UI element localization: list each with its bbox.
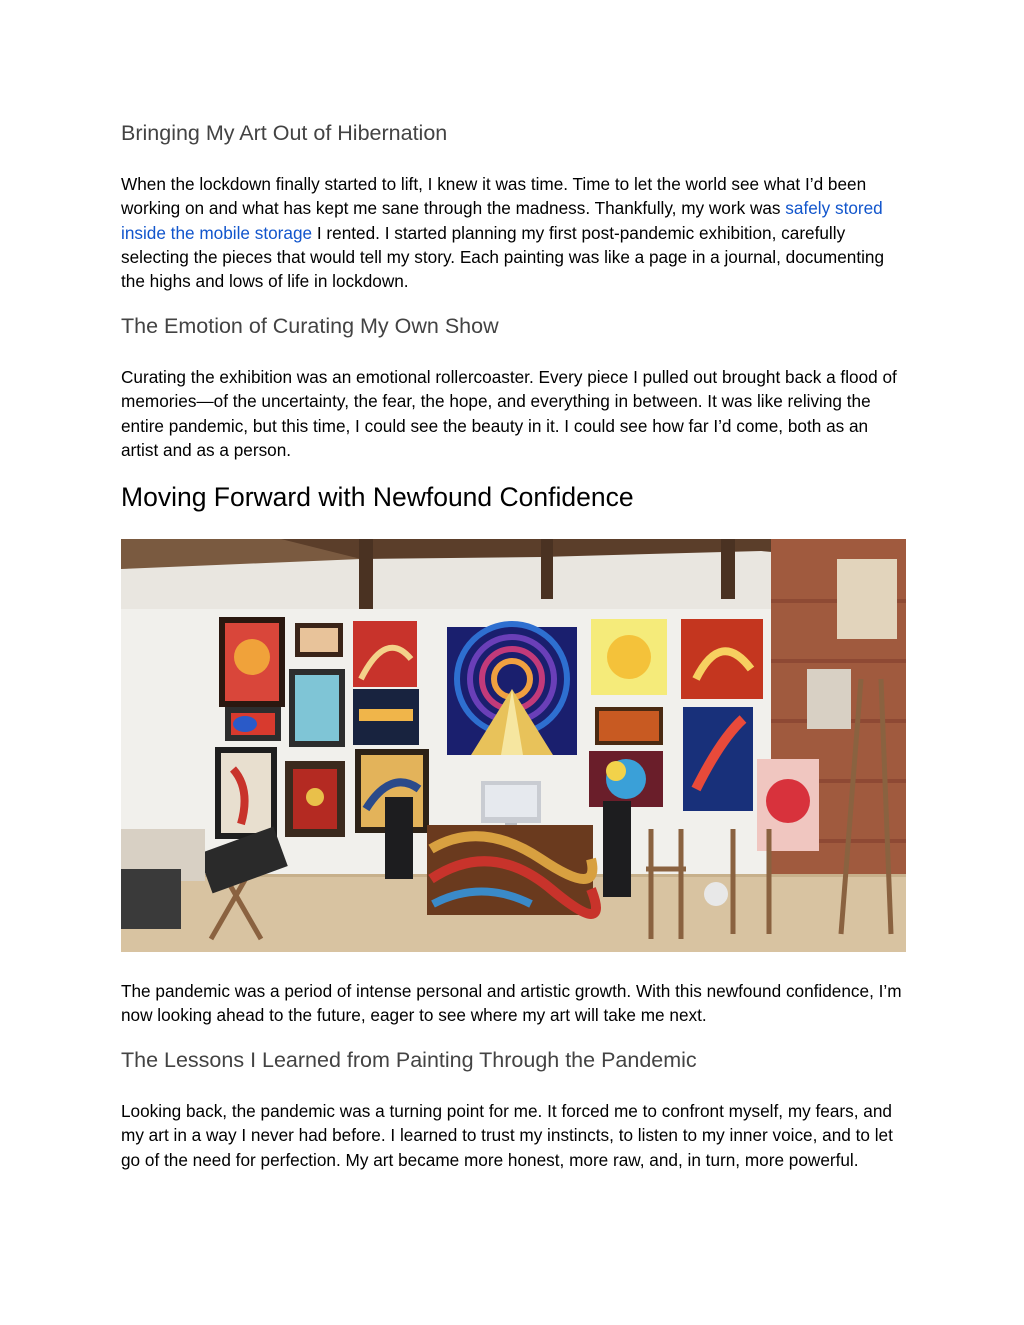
section-heading-hibernation: Bringing My Art Out of Hibernation xyxy=(121,121,448,145)
gallery-photo xyxy=(121,539,906,952)
paragraph-moving-forward: The pandemic was a period of intense personal and artistic growth. With this newfound confidence, I’m now looking ahead to the future, eager to see where my art will take me next. xyxy=(121,981,902,1026)
paragraph-text: I rented. I started planning my first post-pandemic exhibition, carefully selecting the pieces that would tell my story. Each painting was like a page in a journal, documenting the highs and lows of life in lockdown. xyxy=(121,222,885,292)
paragraph-lessons: Looking back, the pandemic was a turning point for me. It forced me to confront myself, my fears, and my art in a way I never had before. I learned to trust my instincts, to listen to my inner voice, and to let go of the need for perfection. My art became more honest, more raw, and, in turn, more powerful. xyxy=(121,1101,893,1170)
section-heading-moving-forward: Moving Forward with Newfound Confidence xyxy=(121,482,634,512)
paragraph-curating: Curating the exhibition was an emotional rollercoaster. Every piece I pulled out brought back a flood of memories—of the uncertainty, the fear, the hope, and everything in between. It was like reliving the entire pandemic, but this time, I could see the beauty in it. I could see how far I’d come, both as an artist and as a person. xyxy=(121,367,897,460)
section-heading-curating: The Emotion of Curating My Own Show xyxy=(121,314,499,338)
mobile-storage-link[interactable]: safely stored inside the mobile storage xyxy=(121,198,883,243)
gallery-illustration xyxy=(121,539,906,952)
paragraph-hibernation xyxy=(121,172,907,293)
section-heading-lessons: The Lessons I Learned from Painting Through the Pandemic xyxy=(121,1048,697,1072)
paragraph-text: When the lockdown finally started to lift, I knew it was time. Time to let the world see what I’d been working on and what has kept me sane through the madness. Thankfully, my work was xyxy=(121,174,867,219)
